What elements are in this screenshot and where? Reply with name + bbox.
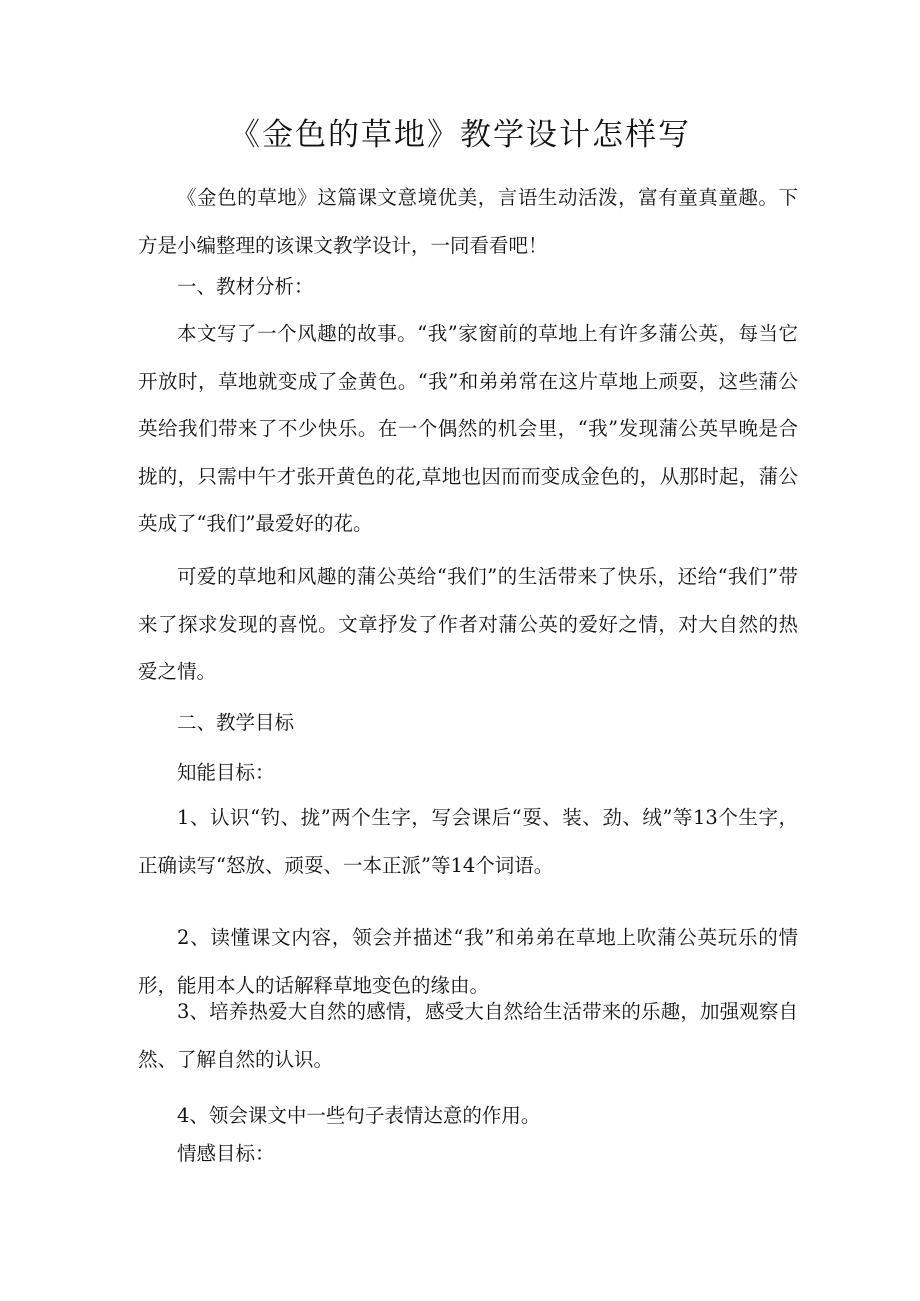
knowledge-goals-heading: 知能目标： — [177, 761, 275, 784]
goal-item-4: 4、领会课文中一些句子表情达意的作用。 — [177, 1104, 541, 1127]
section-heading-goals: 二、教学目标 — [177, 711, 295, 734]
goal-item-3: 3、培养热爱大自然的感情，感受大自然给生活带来的乐趣，加强观察自然、了解自然的认识。 — [138, 1000, 798, 1071]
analysis-paragraph-1: 本文写了一个风趣的故事。“我”家窗前的草地上有许多蒲公英，每当它开放时，草地就变成了金黄色。“我”和弟弟常在这片草地上顽耍，这些蒲公英给我们带来了不少快乐。在一个偶然的机会里，“我”发现蒲公英早晚是合拢的，只需中午才张开黄色的花,草地也因而而变成金色的，从那时起，蒲公英成了“我们”最爱好的花。 — [138, 322, 798, 535]
emotion-goals-heading: 情感目标： — [177, 1142, 275, 1165]
section-heading-analysis: 一、教材分析： — [177, 275, 314, 298]
intro-paragraph: 《金色的草地》这篇课文意境优美，言语生动活泼，富有童真童趣。下方是小编整理的该课文教学设计，一同看看吧！ — [138, 186, 798, 257]
analysis-paragraph-2: 可爱的草地和风趣的蒲公英给“我们”的生活带来了快乐，还给“我们”带来了探求发现的喜悦。文章抒发了作者对蒲公英的爱好之情，对大自然的热爱之情。 — [138, 565, 798, 683]
goal-item-1: 1、认识“钓、拢”两个生字，写会课后“耍、装、劲、绒”等13个生字，正确读写“怒放、顽耍、一本正派”等14个词语。 — [138, 806, 798, 877]
document-title: 《金色的草地》教学设计怎样写 — [229, 117, 691, 153]
goal-item-2: 2、读懂课文内容，领会并描述“我”和弟弟在草地上吹蒲公英玩乐的情形，能用本人的话解释草地变色的缘由。 — [138, 926, 798, 997]
